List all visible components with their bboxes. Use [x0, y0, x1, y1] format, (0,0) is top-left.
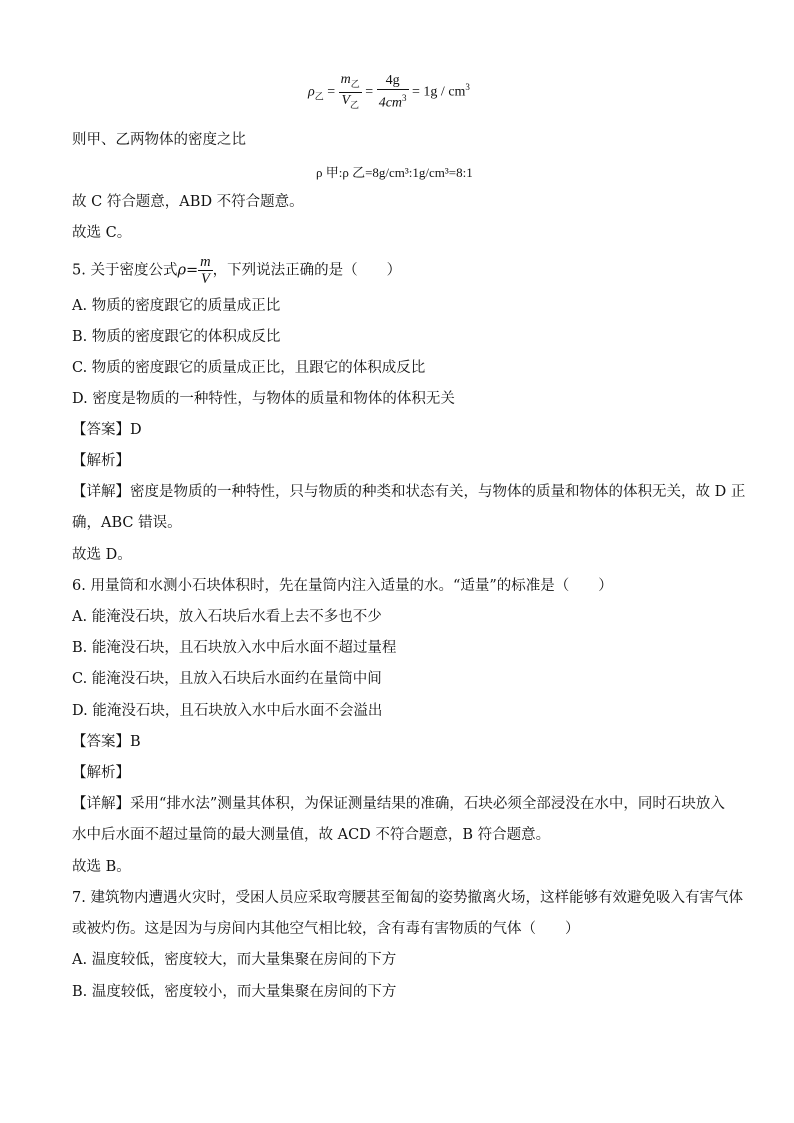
denominator-value: 4cm: [378, 95, 403, 111]
detail-line: 【详解】密度是物质的一种特性，只与物质的种类和状态有关，与物体的质量和物体的体积无关，故 D 正: [72, 484, 746, 500]
volume-subscript: 乙: [350, 99, 360, 110]
density-ratio-formula: ρ 甲:ρ 乙=8g/cm³:1g/cm³=8:1: [316, 165, 473, 180]
fraction-numerator: 4g: [377, 73, 409, 90]
result-exponent: 3: [465, 81, 470, 92]
answer-label: 【答案】B: [72, 734, 141, 750]
mass-symbol: m: [200, 254, 211, 270]
option-b: B. 物质的密度跟它的体积成反比: [72, 329, 281, 345]
mass-subscript: 乙: [350, 78, 360, 89]
question-6-stem: 6. 用量筒和水测小石块体积时，先在量筒内注入适量的水。“适量”的标准是（ ）: [72, 578, 613, 594]
option-a: A. 能淹没石块，放入石块后水看上去不多也不少: [72, 609, 382, 625]
density-formula-b: [308, 72, 470, 113]
answer-label: 【答案】D: [72, 422, 142, 438]
mass-volume-fraction: [339, 72, 362, 113]
text-line: 则甲、乙两物体的密度之比: [72, 132, 246, 148]
analysis-label: 【解析】: [72, 765, 130, 781]
option-d: D. 密度是物质的一种特性，与物体的质量和物体的体积无关: [72, 391, 455, 407]
volume-symbol: V: [200, 271, 210, 287]
question-prefix: 5. 关于密度公式: [72, 262, 178, 279]
density-fraction: [198, 254, 212, 287]
text-line: 故 C 符合题意，ABD 不符合题意。: [72, 194, 304, 210]
option-a: A. 物质的密度跟它的质量成正比: [72, 298, 281, 314]
fraction-denominator: [198, 271, 212, 287]
option-a: A. 温度较低，密度较大，而大量集聚在房间的下方: [72, 952, 397, 968]
option-b: B. 能淹没石块，且石块放入水中后水面不超过量程: [72, 640, 397, 656]
fraction-numerator: [339, 72, 362, 93]
question-5-stem: [72, 254, 401, 287]
equals-sign: =: [327, 84, 336, 100]
option-c: C. 能淹没石块，且放入石块后水面约在量筒中间: [72, 671, 382, 687]
detail-line: 【详解】采用“排水法”测量其体积，为保证测量结果的准确，石块必须全部浸没在水中，同时石块放入: [72, 796, 725, 812]
question-7-stem: 或被灼伤。这是因为与房间内其他空气相比较，含有毒有害物质的气体（ ）: [72, 921, 580, 937]
analysis-label: 【解析】: [72, 453, 130, 469]
rho-symbol: ρ: [308, 84, 315, 100]
rho-subscript: 乙: [314, 91, 324, 102]
question-7-stem: 7. 建筑物内遭遇火灾时，受困人员应采取弯腰甚至匍匐的姿势撤离火场，这样能够有效避免吸入有害气体: [72, 890, 743, 906]
detail-line: 确，ABC 错误。: [72, 515, 182, 531]
option-c: C. 物质的密度跟它的质量成正比，且跟它的体积成反比: [72, 360, 426, 376]
option-b: B. 温度较低，密度较小，而大量集聚在房间的下方: [72, 984, 397, 1000]
fraction-denominator: [339, 93, 362, 113]
mass-symbol: m: [340, 72, 351, 87]
option-d: D. 能淹没石块，且石块放入水中后水面不会溢出: [72, 703, 383, 719]
denominator-exponent: 3: [402, 92, 407, 103]
fraction-numerator: [198, 254, 212, 271]
rho-symbol: ρ=: [177, 262, 199, 279]
volume-symbol: V: [341, 92, 350, 108]
choose-line: 故选 B。: [72, 859, 131, 875]
text-line: 故选 C。: [72, 225, 132, 241]
fraction-denominator: [377, 90, 409, 112]
formula-result: = 1g / cm: [412, 84, 466, 100]
choose-line: 故选 D。: [72, 547, 132, 563]
value-fraction: [377, 73, 409, 112]
detail-line: 水中后水面不超过量筒的最大测量值，故 ACD 不符合题意，B 符合题意。: [72, 827, 551, 843]
equals-sign: =: [365, 84, 374, 100]
question-suffix: ，下列说法正确的是（ ）: [212, 262, 402, 279]
